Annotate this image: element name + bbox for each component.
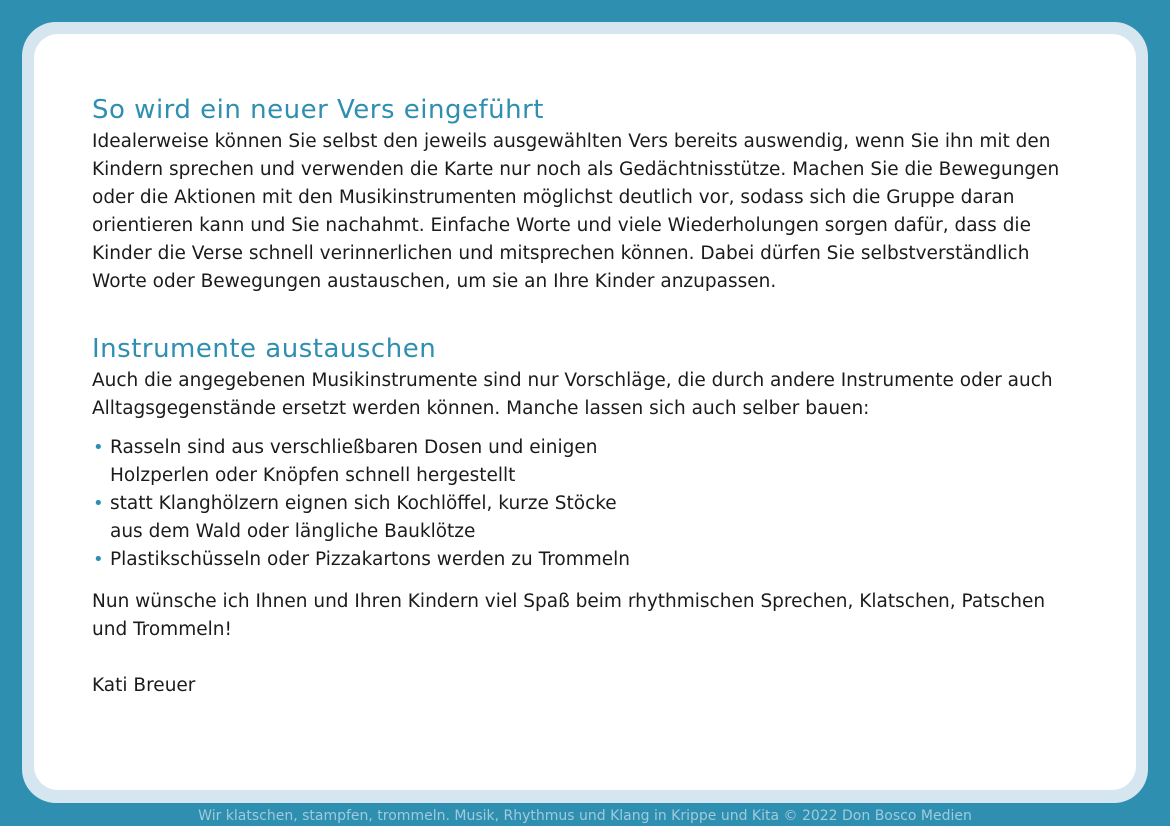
list-item <box>92 434 630 490</box>
section-title-new-verse: So wird ein neuer Vers eingeführt <box>92 95 544 125</box>
closing-paragraph: Nun wünsche ich Ihnen und Ihren Kindern viel Spaß beim rhythmischen Sprechen, Klatschen, Patschen und Trommeln! <box>92 591 1046 640</box>
card-content <box>92 92 1082 700</box>
list-item-text: Rasseln sind aus verschließbaren Dosen und einigen Holzperlen oder Knöpfen schnell hergestellt <box>110 437 598 486</box>
instrument-list <box>92 434 1082 574</box>
author-signature: Kati Breuer <box>92 675 196 696</box>
footer-copyright: Wir klatschen, stampfen, trommeln. Musik, Rhythmus und Klang in Krippe und Kita © 2022 Don Bosco Medien <box>198 808 972 824</box>
section-intro-instruments: Auch die angegebenen Musikinstrumente sind nur Vorschläge, die durch andere Instrumente oder auch Alltagsgegenstände ersetzt werden können. Manche lassen sich auch selber bauen: <box>92 370 1053 419</box>
bullet-icon: • <box>93 549 104 570</box>
section-body-new-verse: Idealerweise können Sie selbst den jeweils ausgewählten Vers bereits auswendig, wenn Sie ihn mit den Kindern sprechen und verwenden die Karte nur noch als Gedächtnisstütze. Machen Sie die Bewegungen oder die Aktionen mit den Musikinstrumenten möglichst deutlich vor, sodass sich die Gruppe daran orientieren kann und Sie nachahmt. Einfache Worte und viele Wiederholungen sorgen dafür, dass die Kinder die Verse schnell verinnerlichen und mitsprechen können. Dabei dürfen Sie selbstverständlich Worte oder Bewegungen austauschen, um sie an Ihre Kinder anzupassen. <box>92 131 1060 292</box>
section-title-instruments: Instrumente austauschen <box>92 334 437 364</box>
bullet-icon: • <box>93 493 104 514</box>
list-item <box>92 546 630 574</box>
bullet-icon: • <box>93 437 104 458</box>
list-item <box>92 490 630 546</box>
list-item-text: statt Klanghölzern eignen sich Kochlöffel, kurze Stöcke aus dem Wald oder längliche Bauklötze <box>110 493 617 542</box>
list-item-text: Plastikschüsseln oder Pizzakartons werden zu Trommeln <box>110 549 630 570</box>
